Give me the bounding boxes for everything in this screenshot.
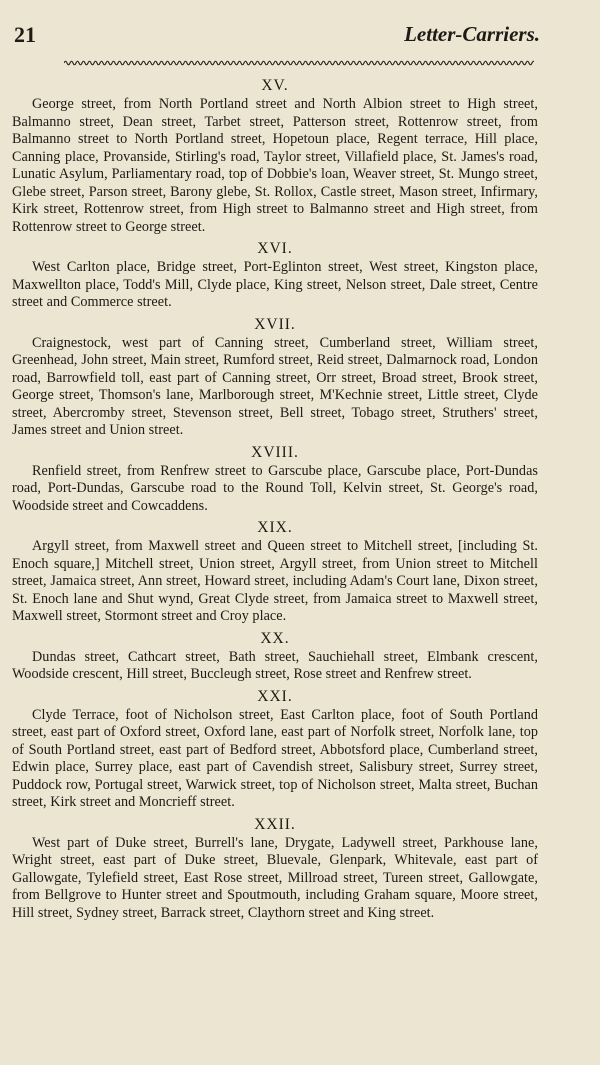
page-number: 21 xyxy=(14,22,36,47)
section-text-xx: Dundas street, Cathcart street, Bath street, Sauchiehall street, Elmbank crescent, Woodside crescent, Hill street, Buccleugh street, Rose street and Renfrew street. xyxy=(12,648,538,682)
section-text-xv: George street, from North Portland street and North Albion street to High street, Balmanno street, Dean street, Tarbet street, Patterson street, Rottenrow street, from Balmanno street to North Portland street, Hopetoun place, Regent terrace, Hill place, Canning place, Provanside, Stirling's road, Taylor street, Villafield place, St. James's road, Lunatic Asylum, Parliamentary road, top of Dobbie's loan, Weaver street, St. Mungo street, Glebe street, Parson street, Barony glebe, St. Rollox, Castle street, Mason street, Infirmary, Kirk street, Rottenrow street, from High street to Balmanno street and High street, from Rottenrow street to George street. xyxy=(12,96,538,235)
wavy-rule xyxy=(64,58,534,68)
section-numeral-xxii: XXII. xyxy=(254,815,296,833)
section-text-xix: Argyll street, from Maxwell street and Queen street to Mitchell street, [including St. Enoch square,] Mitchell street, Union street, Argyll street, from Union street to Mitchell street, Jamaica street, Ann street, Howard street, including Adam's Court lane, Dixon street, St. Enoch lane and Shut wynd, Great Clyde street, from Jamaica street to Maxwell street, Maxwell street, Stormont street and Croy place. xyxy=(12,538,538,624)
section-numeral-xxi: XXI. xyxy=(257,687,293,705)
section-text-xxi: Clyde Terrace, foot of Nicholson street, East Carlton place, foot of South Portland street, east part of Oxford street, Oxford lane, east part of Norfolk street, Norfolk lane, top of South Portland street, east part of Bedford street, Abbotsford place, Cumberland street, Edwin place, Surrey place, east part of Cavendish street, Salisbury street, Surrey street, Puddock row, Portugal street, Warwick street, top of Nicholson street, Malta street, Buchan street, Kirk street and Moncrieff street. xyxy=(12,706,538,810)
section-text-xxii: West part of Duke street, Burrell's lane, Drygate, Ladywell street, Parkhouse lane, Wright street, east part of Duke street, Bluevale, Glenpark, Whitevale, east part of Gallowgate, Tylefield street, East Rose street, Millroad street, Tureen street, Gallowgate, from Bellgrove to Hunter street and Spoutmouth, including Graham square, Moore street, Hill street, Sydney street, Barrack street, Claythorn street and King street. xyxy=(12,834,538,921)
running-title: Letter-Carriers. xyxy=(404,22,540,46)
section-numeral-xix: XIX. xyxy=(257,519,293,536)
section-numeral-xvii: XVII. xyxy=(254,315,296,333)
section-text-xvi: West Carlton place, Bridge street, Port-Eglinton street, West street, Kingston place, Maxwellton place, Todd's Mill, Clyde place, King street, Nelson street, Dale street, Centre street and Commerce street. xyxy=(12,259,538,310)
section-numeral-xviii: XVIII. xyxy=(251,443,299,461)
section-numeral-xvi: XVI. xyxy=(257,240,293,257)
district-list xyxy=(12,74,538,925)
section-text-xviii: Renfield street, from Renfrew street to Garscube place, Garscube place, Port-Dundas road, Port-Dundas, Garscube road to the Round Toll, Kelvin street, St. George's road, Woodside street and Cowcaddens. xyxy=(12,462,538,514)
section-numeral-xx: XX. xyxy=(260,629,290,647)
page-header xyxy=(14,22,540,52)
section-text-xvii: Craignestock, west part of Canning street, Cumberland street, William street, Greenhead, John street, Main street, Rumford street, Reid street, Dalmarnock road, London road, Barrowfield toll, east part of Canning street, Orr street, Broad street, Brook street, George street, Thomson's lane, Marlborough street, M'Kechnie street, Little street, Clyde street, Abercromby street, Stevenson street, Bell street, Tobago street, Struthers' street, James street and Union street. xyxy=(12,334,538,438)
section-numeral-xv: XV. xyxy=(261,77,289,94)
